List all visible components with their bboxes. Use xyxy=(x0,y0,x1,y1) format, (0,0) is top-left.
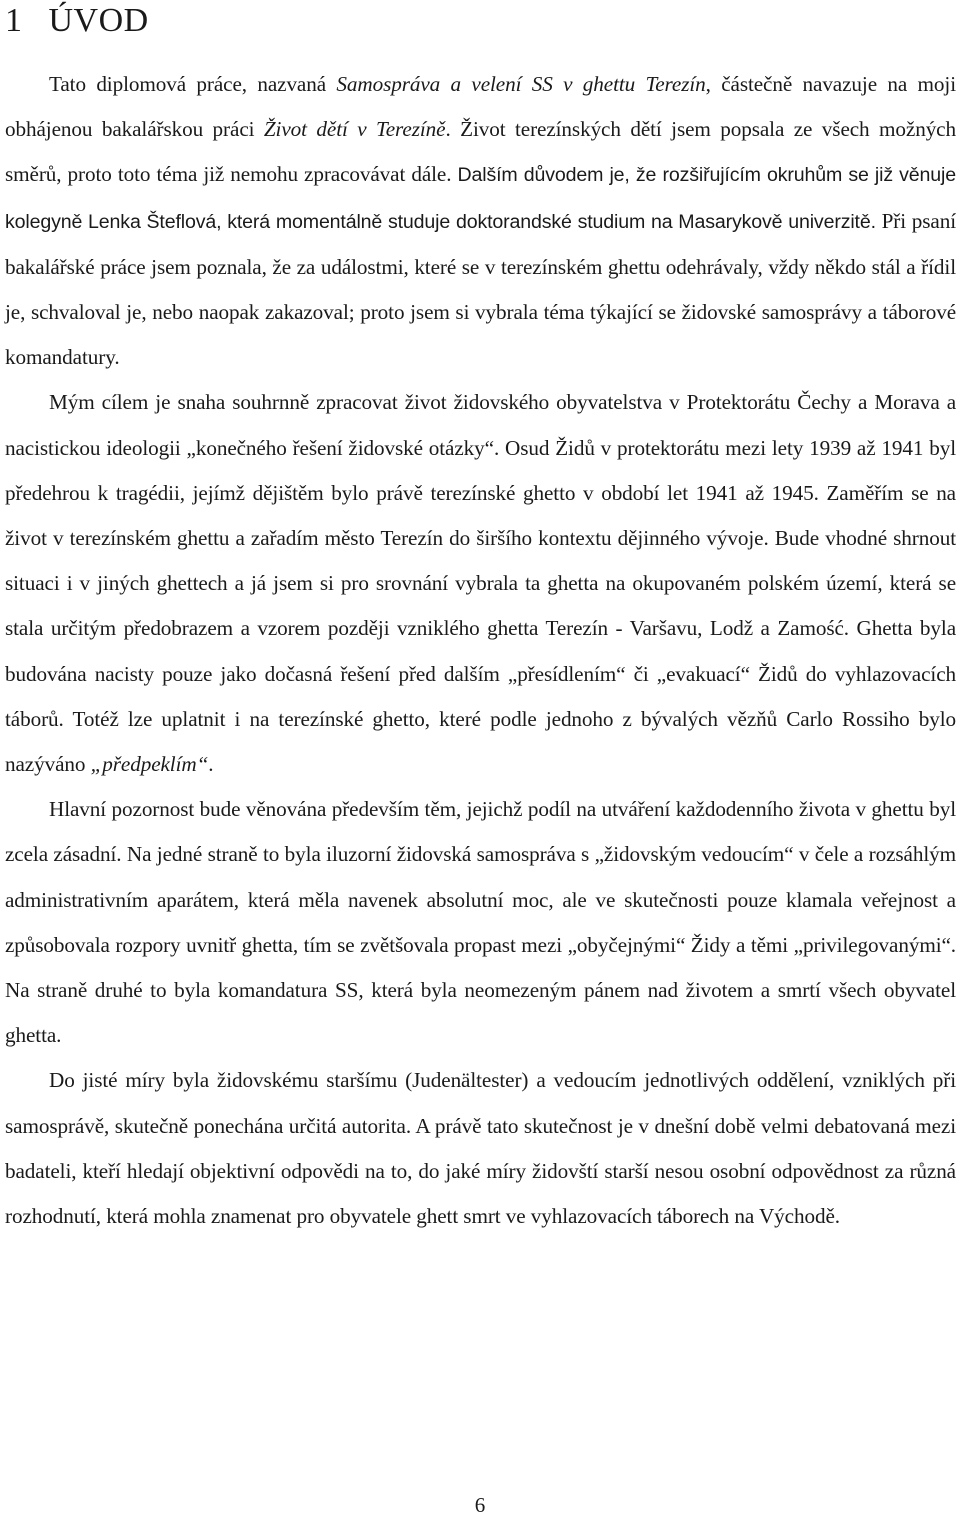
text-segment-italic: „předpeklím“ xyxy=(90,752,209,777)
text-segment: . Život terezínských dětí jsem popsala ze všech možných směrů, proto toto téma již nemohu zpracovávat dále. xyxy=(5,117,956,187)
paragraph xyxy=(5,1058,956,1239)
text-segment: Při psaní bakalářské práce jsem poznala, že za událostmi, které se v terezínském ghettu odehrávaly, vždy někdo stál a řídil je, schvaloval je, nebo naopak zakazoval; proto jsem si vybrala téma týkající se židovské samosprávy a táborové komandatury. xyxy=(5,208,956,370)
text-segment-italic: Život dětí v Terezíně xyxy=(263,117,446,142)
paragraph xyxy=(5,62,956,380)
text-segment-sans: Dalším důvodem je, že rozšiřujícím okruhům se již věnuje kolegyně Lenka Šteflová, která momentálně studuje doktorandské studium na Masarykově univerzitě. xyxy=(5,164,956,233)
paragraph xyxy=(5,380,956,787)
chapter-title: ÚVOD xyxy=(48,2,149,39)
body-text xyxy=(5,62,956,1239)
chapter-number: 1 xyxy=(5,2,23,39)
text-segment-italic: Samospráva a velení SS v ghettu Terezín xyxy=(336,72,706,96)
text-segment: , částečně navazuje na moji obhájenou bakalářskou práci xyxy=(5,72,956,142)
paragraph xyxy=(5,787,956,1058)
page-number: 6 xyxy=(474,1493,486,1517)
text-segment: Hlavní pozornost bude věnována především těm, jejichž podíl na utváření každodenního života v ghettu byl zcela zásadní. Na jedné straně to byla iluzorní židovská samospráva s „židovským vedoucím“ v čele a rozsáhlým administrativním aparátem, která měla navenek absolutní moc, ale ve skutečnosti pouze klamala veřejnost a způsobovala rozpory uvnitř ghetta, tím se zvětšovala propast mezi „obyčejnými“ Židy a těmi „privilegovanými“. Na straně druhé to byla komandatura SS, která byla neomezeným pánem nad životem a smrtí všech obyvatel ghetta. xyxy=(5,797,956,1048)
text-segment: . xyxy=(208,752,214,777)
text-segment: Tato diplomová práce, nazvaná xyxy=(49,72,337,96)
chapter-heading xyxy=(5,0,149,42)
text-segment: Mým cílem je snaha souhrnně zpracovat život židovského obyvatelstva v Protektorátu Čechy a Morava a nacistickou ideologii „konečného řešení židovské otázky“. Osud Židů v protektorátu mezi lety 1939 až 1941 byl předehrou k tragédii, jejímž dějištěm bylo právě terezínské ghetto v období let 1941 až 1945. Zaměřím se na život v terezínském ghettu a zařadím město Terezín do širšího kontextu dějinného vývoje. Bude vhodné shrnout situaci i v jiných ghettech a já jsem si pro srovnání vybrala ta ghetta na okupovaném polském území, která se stala určitým předobrazem a vzorem později vzniklého ghetta Terezín - Varšavu, Lodž a Zamość. Ghetta byla budována nacisty pouze jako dočasná řešení před dalším „přesídlením“ či „evakuací“ Židů do vyhlazovacích táborů. Totéž lze uplatnit i na terezínské ghetto, které podle jednoho z bývalých vězňů Carlo Rossiho bylo nazýváno xyxy=(5,390,956,777)
text-segment: Do jisté míry byla židovskému staršímu (Judenältester) a vedoucím jednotlivých oddělení, vzniklých při samosprávě, skutečně ponechána určitá autorita. A právě tato skutečnost je v dnešní době velmi debatovaná mezi badateli, kteří hledají objektivní odpovědi na to, do jaké míry židovští starší nesou osobní odpovědnost za různá rozhodnutí, která mohla znamenat pro obyvatele ghett smrt ve vyhlazovacích táborech na Východě. xyxy=(5,1068,956,1229)
